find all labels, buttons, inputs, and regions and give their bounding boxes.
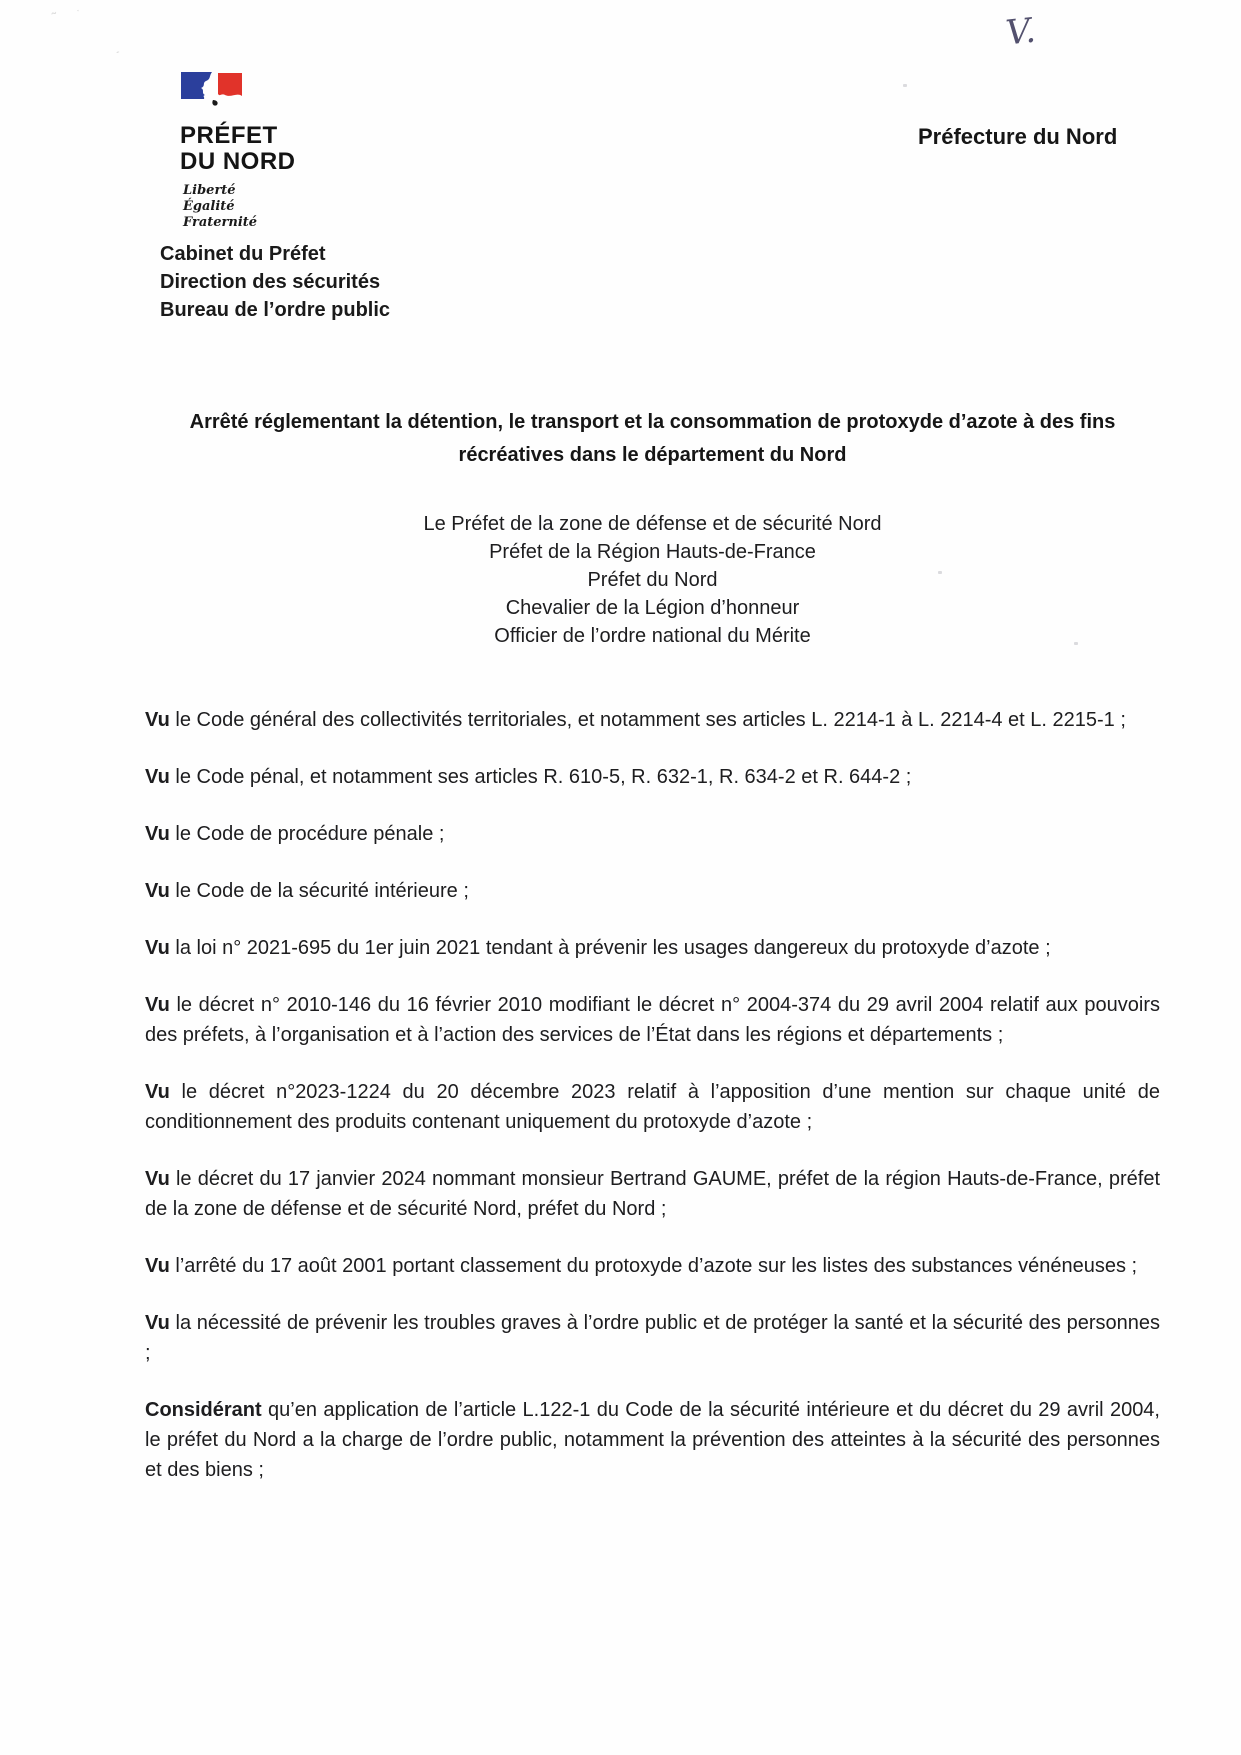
- recital-lead: Vu: [145, 1312, 170, 1334]
- recital-text: le décret n° 2010-146 du 16 février 2010 modifiant le décret n° 2004-374 du 29 avril 2004 relatif aux pouvoirs des préfets, à l’organisation et à l’action des services de l’État dans les régions et départements ;: [145, 994, 1160, 1046]
- recital-lead: Vu: [145, 1255, 170, 1277]
- motto-line: Fraternité: [183, 215, 258, 230]
- recital-lead: Considérant: [145, 1399, 262, 1421]
- recital-text: qu’en application de l’article L.122-1 du Code de la sécurité intérieure et du décret du 29 avril 2004, le préfet du Nord a la charge de l’ordre public, notamment la prévention des atteintes à la sécurité des personnes et des biens ;: [145, 1399, 1160, 1481]
- recital-text: le Code de la sécurité intérieure ;: [169, 880, 469, 902]
- prefect-title-line: Officier de l’ordre national du Mérite: [494, 625, 811, 647]
- pencil-mark: ˜ ˑ: [50, 2, 90, 26]
- prefect-title-line: Chevalier de la Légion d’honneur: [505, 597, 800, 619]
- prefet-du-nord-logo: [160, 70, 420, 231]
- recital-paragraph: [145, 876, 1160, 906]
- recital-lead: Vu: [145, 937, 170, 959]
- recital-text: l’arrêté du 17 août 2001 portant classement du protoxyde d’azote sur les listes des substances vénéneuses ;: [169, 1255, 1138, 1277]
- marianne-flag-icon: [180, 70, 290, 115]
- logo-name-line2: DU NORD: [180, 148, 296, 175]
- recital-lead: Vu: [145, 709, 170, 731]
- recital-text: la loi n° 2021-695 du 1er juin 2021 tendant à prévenir les usages dangereux du protoxyde d’azote ;: [169, 937, 1051, 959]
- recital-paragraph: [145, 990, 1160, 1050]
- recital-lead: Vu: [145, 994, 170, 1016]
- recital-lead: Vu: [145, 880, 170, 902]
- recital-lead: Vu: [145, 823, 170, 845]
- recital-text: le Code de procédure pénale ;: [169, 823, 445, 845]
- recitals: [145, 705, 1160, 1485]
- recital-paragraph: [145, 1251, 1160, 1281]
- motto-line: Égalité: [183, 199, 235, 214]
- recital-text: le décret n°2023-1224 du 20 décembre 2023 relatif à l’apposition d’une mention sur chaque unité de conditionnement des produits contenant uniquement du protoxyde d’azote ;: [145, 1081, 1160, 1133]
- prefect-title-line: Préfet du Nord: [587, 569, 718, 591]
- recital-lead: Vu: [145, 766, 170, 788]
- recital-paragraph: [145, 1164, 1160, 1224]
- motto-line: Liberté: [183, 183, 236, 198]
- prefecture-header: Préfecture du Nord: [918, 124, 1118, 149]
- pencil-mark: ˏ: [114, 37, 126, 55]
- service-line-cabinet: Cabinet du Préfet: [160, 243, 326, 265]
- logo-name-line1: PRÉFET: [180, 122, 278, 149]
- republic-motto: [183, 183, 420, 231]
- recital-paragraph: [145, 705, 1160, 735]
- logo-name: [180, 123, 420, 175]
- recital-text: la nécessité de prévenir les troubles graves à l’ordre public et de protéger la santé et la sécurité des personnes ;: [145, 1312, 1160, 1364]
- document-title: [145, 406, 1160, 472]
- scan-speck: [903, 84, 907, 87]
- prefect-titles: [145, 510, 1160, 650]
- recital-text: le Code pénal, et notamment ses articles R. 610-5, R. 632-1, R. 634-2 et R. 644-2 ;: [169, 766, 912, 788]
- document-title-line2: récréatives dans le département du Nord: [458, 444, 847, 466]
- recital-text: le Code général des collectivités territoriales, et notamment ses articles L. 2214-1 à L. 2214-4 et L. 2215-1 ;: [169, 709, 1126, 731]
- recital-paragraph: [145, 1308, 1160, 1368]
- recital-paragraph: [145, 819, 1160, 849]
- recital-text: le décret du 17 janvier 2024 nommant monsieur Bertrand GAUME, préfet de la région Hauts-de-France, préfet de la zone de défense et de sécurité Nord, préfet du Nord ;: [145, 1168, 1160, 1220]
- service-line-bureau: Bureau de l’ordre public: [160, 299, 391, 321]
- recital-paragraph: [145, 1395, 1160, 1485]
- handwritten-mark: V.: [1003, 10, 1038, 54]
- prefect-title-line: Préfet de la Région Hauts-de-France: [489, 541, 816, 563]
- issuing-service: [160, 240, 390, 324]
- recital-paragraph: [145, 762, 1160, 792]
- prefect-title-line: Le Préfet de la zone de défense et de sécurité Nord: [423, 513, 882, 535]
- recital-lead: Vu: [145, 1168, 170, 1190]
- document-title-line1: Arrêté réglementant la détention, le transport et la consommation de protoxyde d’azote à des fins: [189, 411, 1116, 433]
- recital-paragraph: [145, 1077, 1160, 1137]
- recital-paragraph: [145, 933, 1160, 963]
- service-line-direction: Direction des sécurités: [160, 271, 381, 293]
- recital-lead: Vu: [145, 1081, 170, 1103]
- document-body: [145, 406, 1160, 1512]
